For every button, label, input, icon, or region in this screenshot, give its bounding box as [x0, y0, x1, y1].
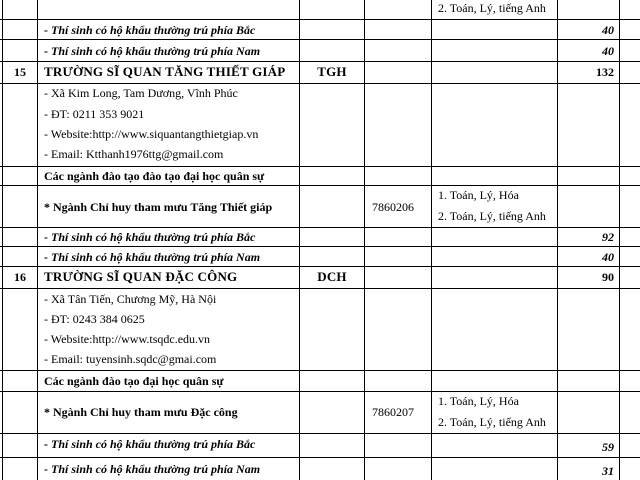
combo-text: 1. Toán, Lý, Hóa: [438, 188, 519, 202]
south-quota-label: - Thí sinh có hộ khẩu thường trú phía Nam: [44, 250, 261, 264]
combo-text: 2. Toán, Lý, tiếng Anh: [438, 209, 546, 223]
school-code: TGH: [317, 64, 347, 79]
school-phone: - ĐT: 0211 353 9021: [44, 107, 145, 121]
programs-header: Các ngành đào tạo đào tạo đại học quân sự: [44, 169, 265, 183]
programs-header: Các ngành đào tạo đại học quân sự: [44, 374, 224, 388]
row-divider: [0, 83, 640, 84]
major-code: 7860207: [372, 405, 414, 419]
school-name: TRƯỜNG SĨ QUAN TĂNG THIẾT GIÁP: [44, 64, 286, 79]
school-total-quota: 90: [602, 270, 614, 284]
combo-text: 2. Toán, Lý, tiếng Anh: [438, 1, 546, 15]
combo-text: 1. Toán, Lý, Hóa: [438, 394, 519, 408]
school-email: - Email: Ktthanh1976ttg@gmail.com: [44, 147, 224, 161]
row-divider: [0, 288, 640, 289]
school-total-quota: 132: [596, 65, 614, 79]
school-code: DCH: [317, 269, 347, 284]
school-address: - Xã Tân Tiến, Chương Mỹ, Hà Nội: [44, 292, 217, 306]
school-name: TRƯỜNG SĨ QUAN ĐẶC CÔNG: [44, 269, 238, 284]
north-quota-label: - Thí sinh có hộ khẩu thường trú phía Bắc: [44, 23, 256, 37]
row-divider: [0, 61, 640, 62]
row-divider: [0, 166, 640, 167]
row-divider: [0, 370, 640, 371]
row-divider: [0, 19, 640, 20]
school-number: 15: [14, 65, 26, 79]
south-quota-count: 31: [602, 464, 614, 478]
north-quota-count: 92: [602, 230, 614, 244]
south-quota-label: - Thí sinh có hộ khẩu thường trú phía Nam: [44, 462, 261, 476]
row-divider: [0, 266, 640, 267]
row-divider: [0, 227, 640, 228]
north-quota-count: 59: [602, 440, 614, 454]
south-quota-label: - Thí sinh có hộ khẩu thường trú phía Nam: [44, 44, 261, 58]
major-code: 7860206: [372, 200, 414, 214]
north-quota-label: - Thí sinh có hộ khẩu thường trú phía Bắc: [44, 230, 256, 244]
row-divider: [0, 391, 640, 392]
south-quota-count: 40: [602, 44, 614, 58]
north-quota-label: - Thí sinh có hộ khẩu thường trú phía Bắc: [44, 437, 256, 451]
south-quota-count: 40: [602, 250, 614, 264]
column-divider: [431, 0, 432, 480]
major-name: * Ngành Chỉ huy tham mưu Đặc công: [44, 405, 238, 419]
school-phone: - ĐT: 0243 384 0625: [44, 312, 145, 326]
row-divider: [0, 433, 640, 434]
column-divider: [37, 0, 38, 480]
row-divider: [0, 457, 640, 458]
row-divider: [0, 39, 640, 40]
row-divider: [0, 185, 640, 186]
school-address: - Xã Kim Long, Tam Dương, Vĩnh Phúc: [44, 86, 238, 100]
row-divider: [0, 246, 640, 247]
school-website: - Website:http://www.siquantangthietgiap.vn: [44, 127, 259, 141]
column-divider: [619, 0, 620, 480]
column-divider: [364, 0, 365, 480]
north-quota-count: 40: [602, 23, 614, 37]
combo-text: 2. Toán, Lý, tiếng Anh: [438, 415, 546, 429]
school-email: - Email: tuyensinh.sqdc@gmai.com: [44, 352, 217, 366]
school-number: 16: [14, 270, 26, 284]
major-name: * Ngành Chỉ huy tham mưu Tăng Thiết giáp: [44, 200, 273, 214]
school-website: - Website:http://www.tsqdc.edu.vn: [44, 332, 211, 346]
